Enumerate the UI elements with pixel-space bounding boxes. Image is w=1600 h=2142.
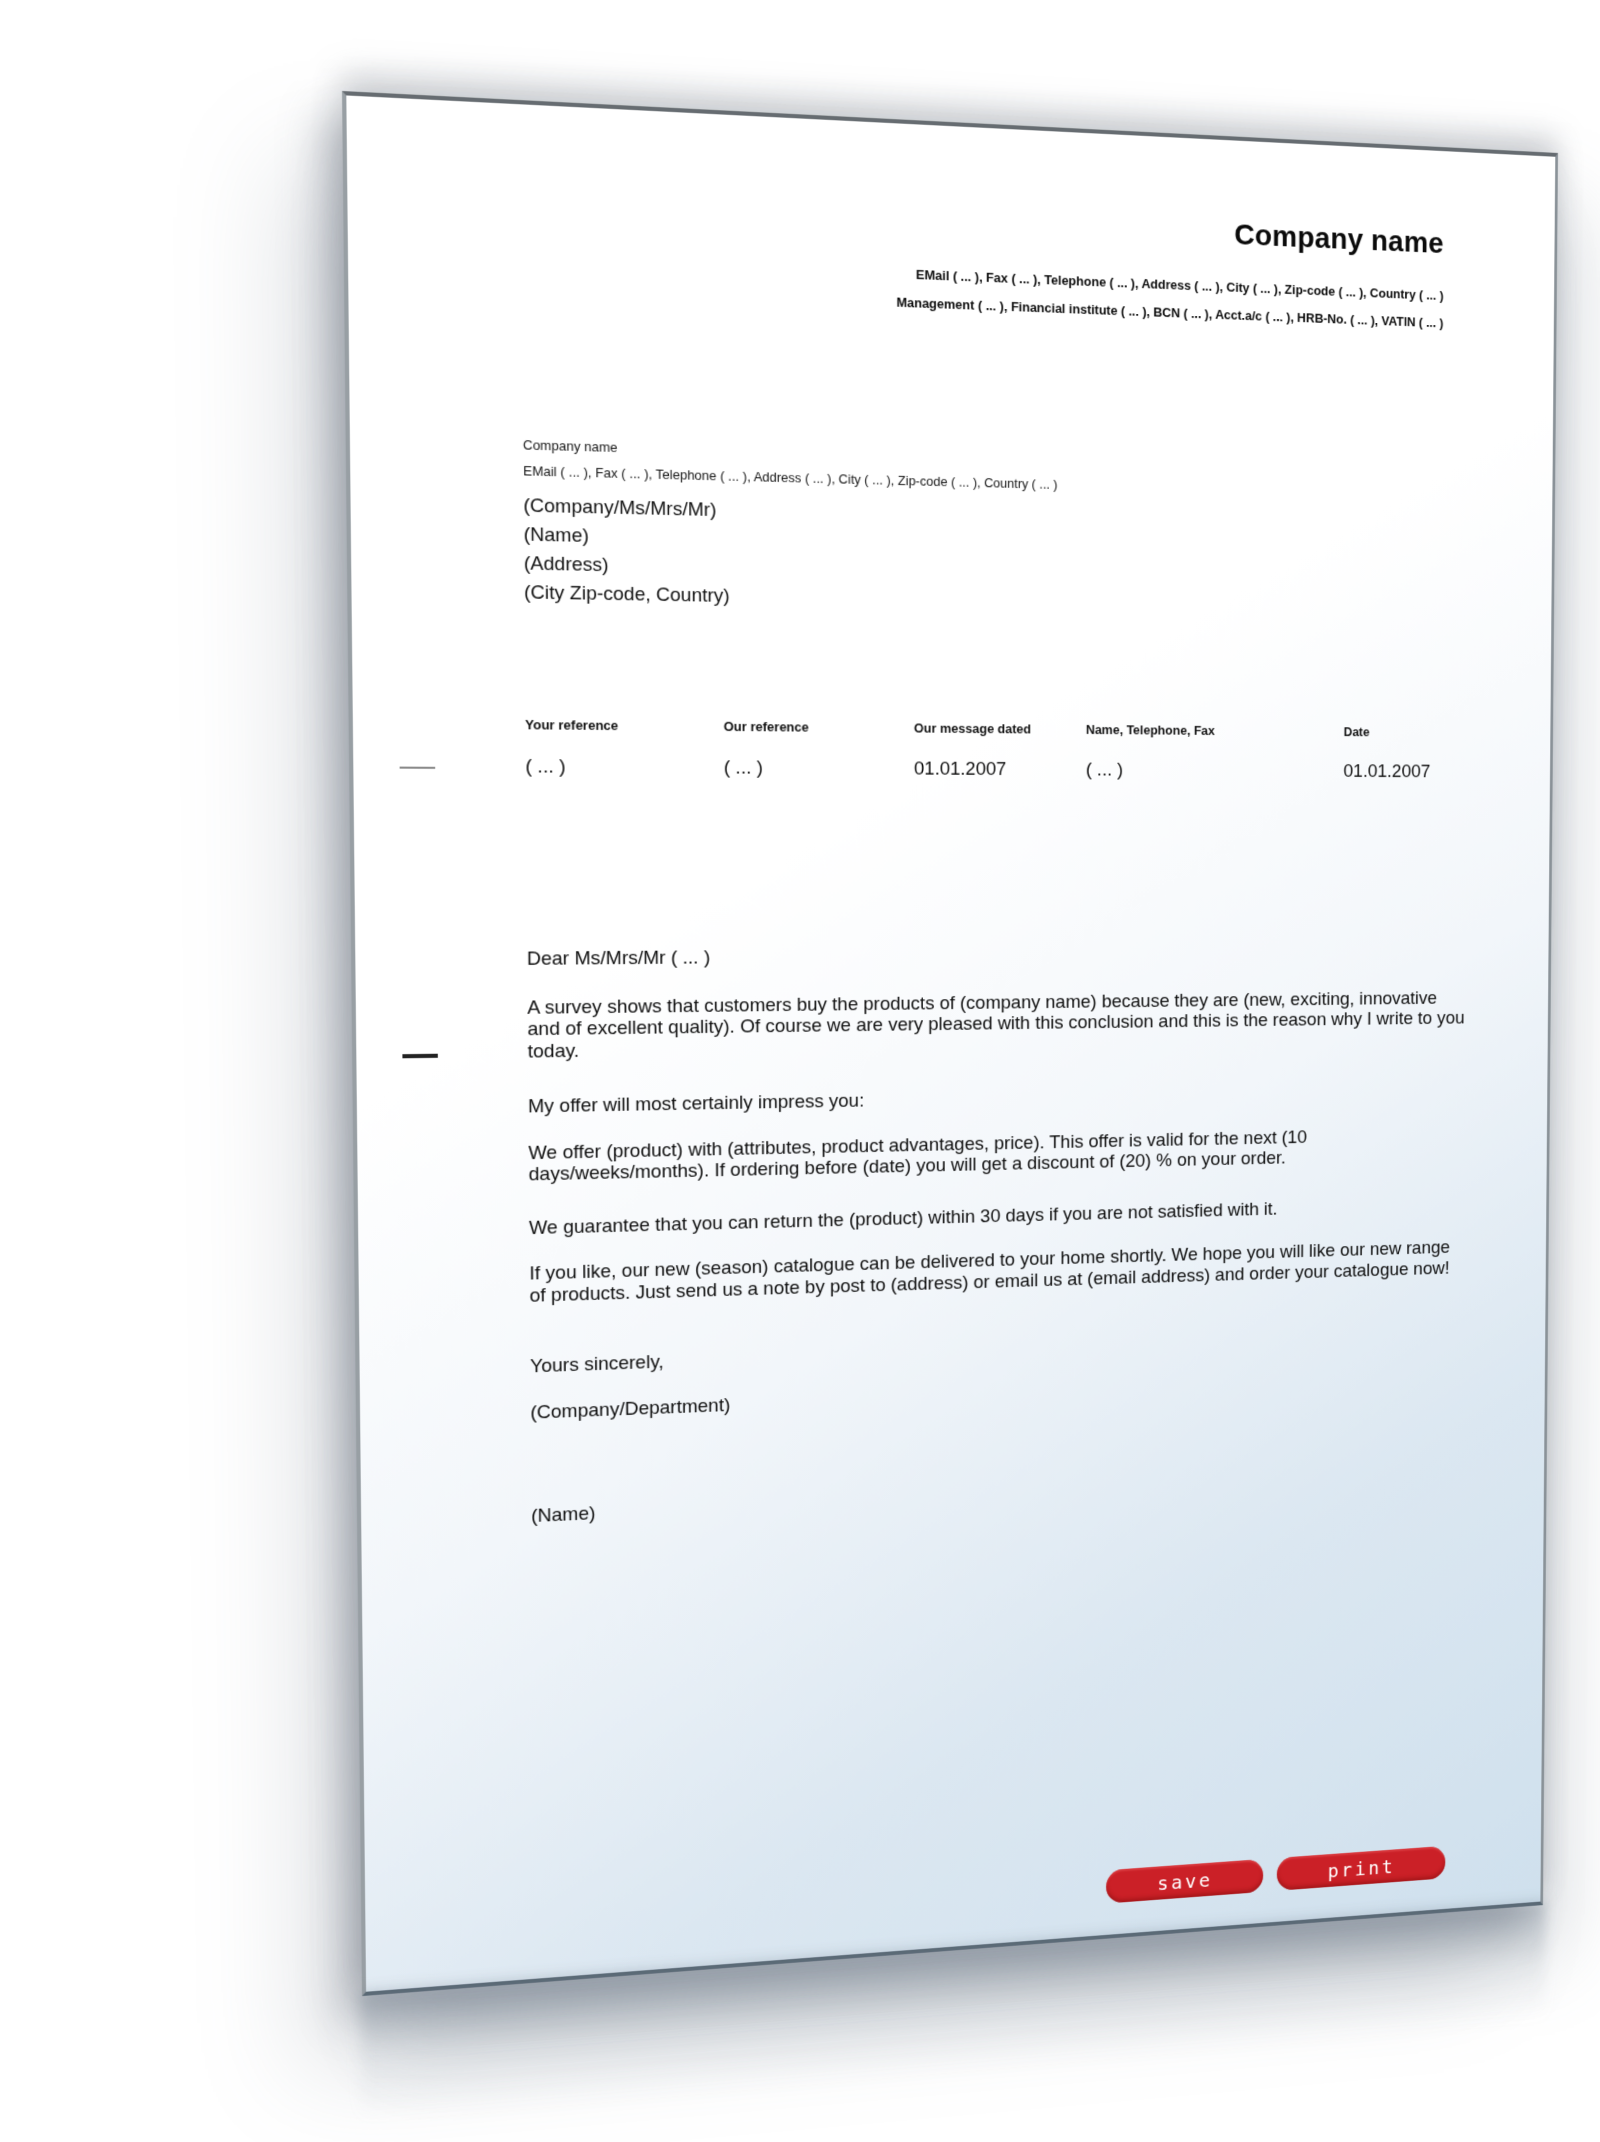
ref-our-message-dated (914, 720, 1031, 781)
letterhead-contact (896, 260, 1443, 337)
paragraph: If you like, our new (season) catalogue can be delivered to your home shortly. We hope you will like our new range of products. Just send us a note by post to (address) or email us at (email address) and order your catalogue now! (529, 1237, 1451, 1307)
letterhead-contact-line2: Management ( ... ), Financial institute ( ... ), BCN ( ... ), Acct.a/c ( ... ), HRB-No. ( ... ), VATIN ( ... ) (896, 294, 1444, 331)
paragraph: A survey shows that customers buy the products of (company name) because they are (new, exciting, innovative and of excellent quality). Of course we are very pleased with this conclusion and this is the reason why I write to you today. (527, 987, 1465, 1063)
signature-company: (Company/Department) (530, 1394, 731, 1424)
recipient-address-block (523, 492, 729, 611)
ref-name-telephone-fax (1086, 722, 1215, 782)
letterhead-contact-line1: EMail ( ... ), Fax ( ... ), Telephone ( ... ), Address ( ... ), City ( ... ), Zip-code ( ... ), Country ( ... ) (916, 266, 1444, 303)
company-name-title: Company name (1234, 218, 1444, 260)
ref-our-reference (724, 719, 809, 780)
ref-label: Our message dated (913, 720, 1031, 737)
reference-row (525, 717, 1489, 803)
ref-label: Date (1343, 724, 1370, 740)
sender-line (523, 432, 1058, 497)
sender-contact: EMail ( ... ), Fax ( ... ), Telephone ( ... ), Address ( ... ), City ( ... ), Zip-code ( ... ), Country ( ... ) (523, 462, 1058, 492)
signature-name: (Name) (531, 1503, 596, 1528)
recipient-line: (City Zip-code, Country) (524, 581, 730, 608)
letterhead (896, 203, 1444, 337)
ref-date (1343, 724, 1430, 783)
fold-mark-middle (402, 1054, 437, 1059)
save-button[interactable]: save (1106, 1859, 1263, 1904)
ref-value: 01.01.2007 (913, 758, 1007, 780)
ref-value: ( ... ) (1085, 759, 1124, 781)
letter-body (527, 942, 1470, 1527)
paragraph: We offer (product) with (attributes, product advantages, price). This offer is valid for the next (10 days/weeks/months). If ordering before (date) you will get a discount of (20) % on your order. (528, 1126, 1307, 1186)
print-button[interactable]: print (1277, 1846, 1446, 1891)
salutation: Dear Ms/Mrs/Mr ( ... ) (526, 947, 711, 970)
recipient-line: (Address) (523, 553, 609, 577)
closing: Yours sincerely, (529, 1351, 664, 1378)
recipient-line: (Company/Ms/Mrs/Mr) (523, 495, 717, 522)
letter-sheet (342, 91, 1558, 1996)
paragraph: My offer will most certainly impress you: (527, 1090, 865, 1118)
ref-label: Your reference (525, 716, 619, 734)
recipient-line: (Name) (523, 524, 590, 548)
sender-company-name: Company name (522, 437, 618, 456)
ref-value: 01.01.2007 (1343, 761, 1431, 783)
ref-label: Our reference (723, 718, 809, 735)
ref-your-reference (525, 717, 618, 779)
paragraph: We guarantee that you can return the (product) within 30 days if you are not satisfied with it. (528, 1198, 1278, 1239)
ref-value: ( ... ) (723, 757, 763, 779)
ref-value: ( ... ) (525, 756, 566, 778)
fold-mark-top (400, 767, 436, 769)
ref-label: Name, Telephone, Fax (1085, 722, 1215, 738)
